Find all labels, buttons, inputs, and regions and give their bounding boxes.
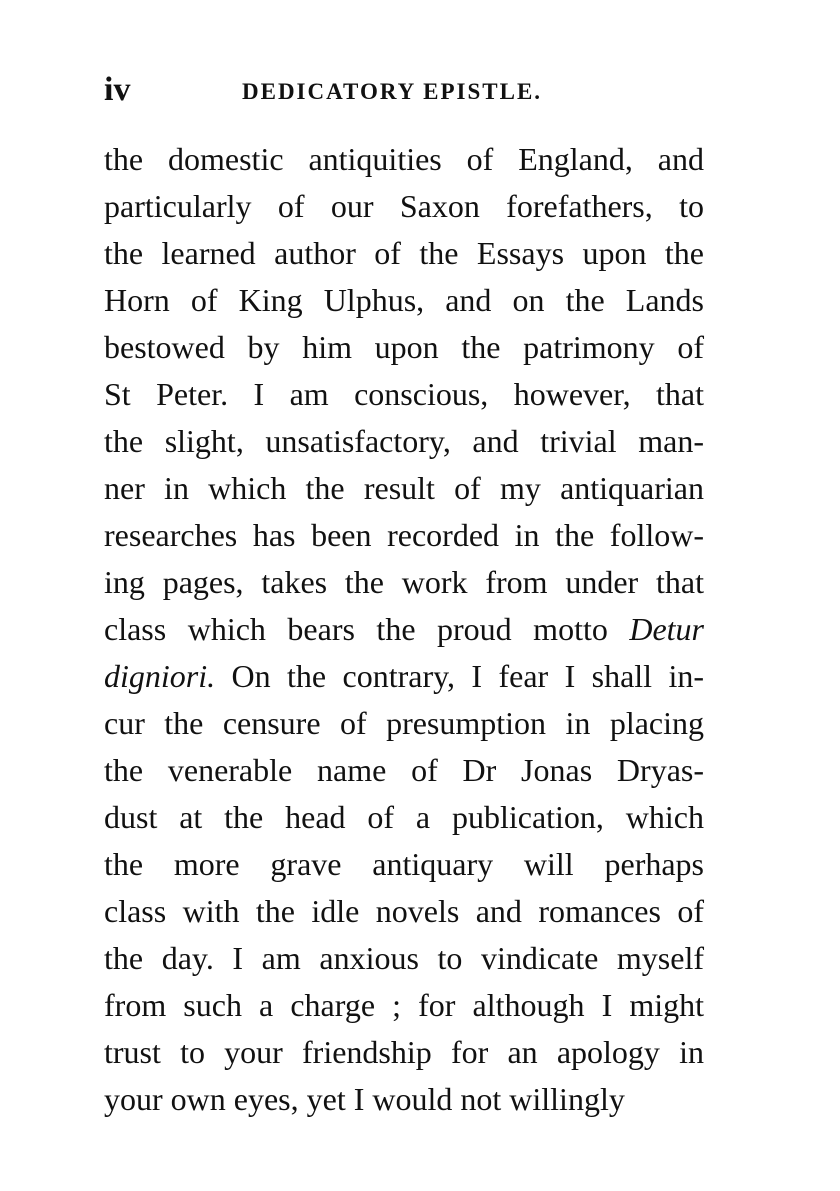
text-line: from such a charge ; for although I might [104,987,704,1023]
text-line: the learned author of the Essays upon the [104,235,704,271]
page-number: iv [104,71,131,108]
body-text [104,136,704,1123]
text-line: cur the censure of presumption in placing [104,705,704,741]
text-line: the more grave antiquary will perhaps [104,846,704,882]
text-line: trust to your friendship for an apology in [104,1034,704,1070]
text-line [104,653,704,700]
text-line: researches has been recorded in the follow- [104,517,704,553]
text-line: ner in which the result of my antiquarian [104,470,704,506]
text-segment: On the contrary, I fear I shall in- [215,658,704,694]
text-line: the venerable name of Dr Jonas Dryas- [104,752,704,788]
italic-phrase: digniori. [104,658,216,694]
text-line: the day. I am anxious to vindicate myself [104,940,704,976]
text-line: particularly of our Saxon forefathers, to [104,188,704,224]
text-line: class with the idle novels and romances of [104,893,704,929]
text-segment: class which bears the proud motto [104,611,630,647]
text-line: dust at the head of a publication, which [104,799,704,835]
text-line [104,606,704,653]
running-title: DEDICATORY EPISTLE. [242,79,543,104]
text-line: your own eyes, yet I would not willingly [104,1081,625,1117]
text-line: ing pages, takes the work from under that [104,564,704,600]
running-head [104,72,704,112]
italic-phrase: Detur [629,611,704,647]
text-line: Horn of King Ulphus, and on the Lands [104,282,704,318]
text-line: St Peter. I am conscious, however, that [104,376,704,412]
text-line: the domestic antiquities of England, and [104,141,704,177]
text-line: the slight, unsatisfactory, and trivial man- [104,423,704,459]
text-line: bestowed by him upon the patrimony of [104,329,704,365]
